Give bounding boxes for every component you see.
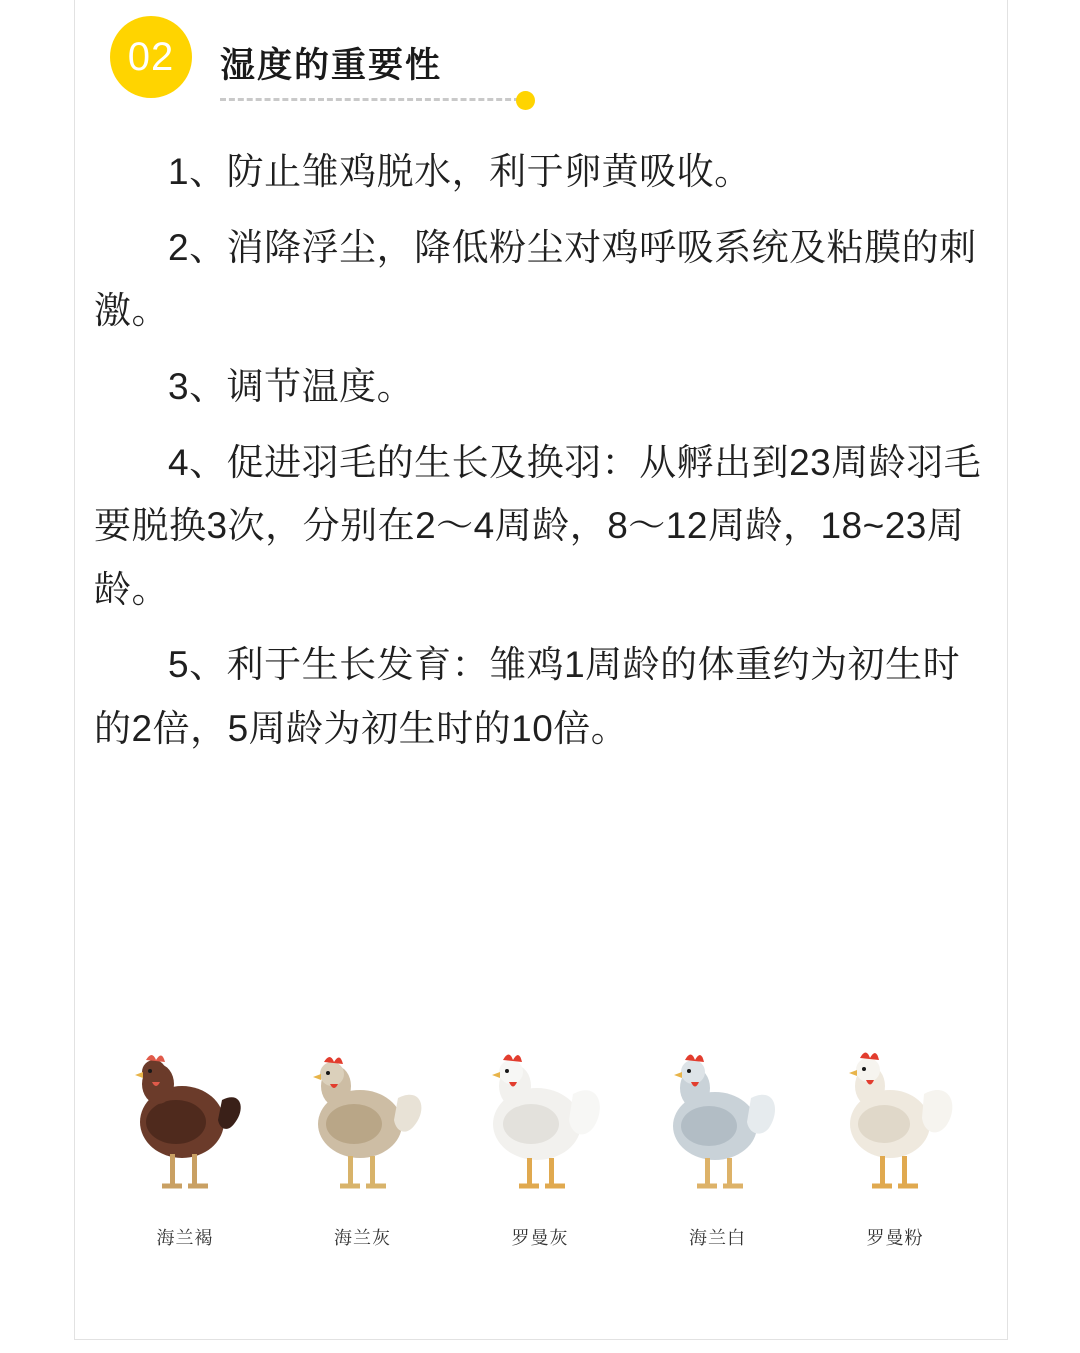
chicken-breed-gallery <box>100 990 980 1250</box>
chicken-item-1 <box>100 1014 270 1250</box>
chicken-illustration-5 <box>820 1014 970 1214</box>
hen-icon <box>110 1014 260 1214</box>
hen-icon <box>288 1014 438 1214</box>
paragraph-4: 4、促进羽毛的生长及换羽：从孵出到23周龄羽毛要脱换3次，分别在2～4周龄，8～12周龄，18~23周龄。 <box>94 441 982 610</box>
chicken-item-5 <box>810 1014 980 1250</box>
header-dot-accent <box>516 91 535 110</box>
chicken-label-2: 海兰灰 <box>334 1228 391 1248</box>
chicken-label-1: 海兰褐 <box>156 1228 214 1248</box>
chicken-illustration-3 <box>465 1014 615 1214</box>
chicken-illustration-2 <box>288 1014 438 1214</box>
chicken-label-5: 罗曼粉 <box>866 1228 924 1248</box>
chicken-illustration-1 <box>110 1014 260 1214</box>
paragraph-5: 5、利于生长发育：雏鸡1周龄的体重约为初生时的2倍，5周龄为初生时的10倍。 <box>94 644 961 749</box>
chicken-item-3 <box>455 1014 625 1250</box>
header-dashed-line <box>220 98 520 101</box>
paragraph-1: 1、防止雏鸡脱水，利于卵黄吸收。 <box>168 151 752 192</box>
chicken-item-2 <box>278 1014 448 1250</box>
body-content <box>94 140 982 773</box>
page-title: 湿度的重要性 <box>220 46 443 85</box>
paragraph-3: 3、调节温度。 <box>168 365 415 407</box>
hen-icon <box>465 1014 615 1214</box>
section-number: 02 <box>127 34 175 79</box>
chicken-label-3: 罗曼灰 <box>511 1228 569 1248</box>
chicken-item-4 <box>633 1014 803 1250</box>
hen-icon <box>820 1014 970 1214</box>
section-number-badge <box>110 16 192 98</box>
hen-icon <box>643 1014 793 1214</box>
paragraph-2: 2、消降浮尘，降低粉尘对鸡呼吸系统及粘膜的刺激。 <box>94 226 977 332</box>
chicken-label-4: 海兰白 <box>689 1228 746 1248</box>
chicken-illustration-4 <box>643 1014 793 1214</box>
section-header <box>110 16 970 116</box>
